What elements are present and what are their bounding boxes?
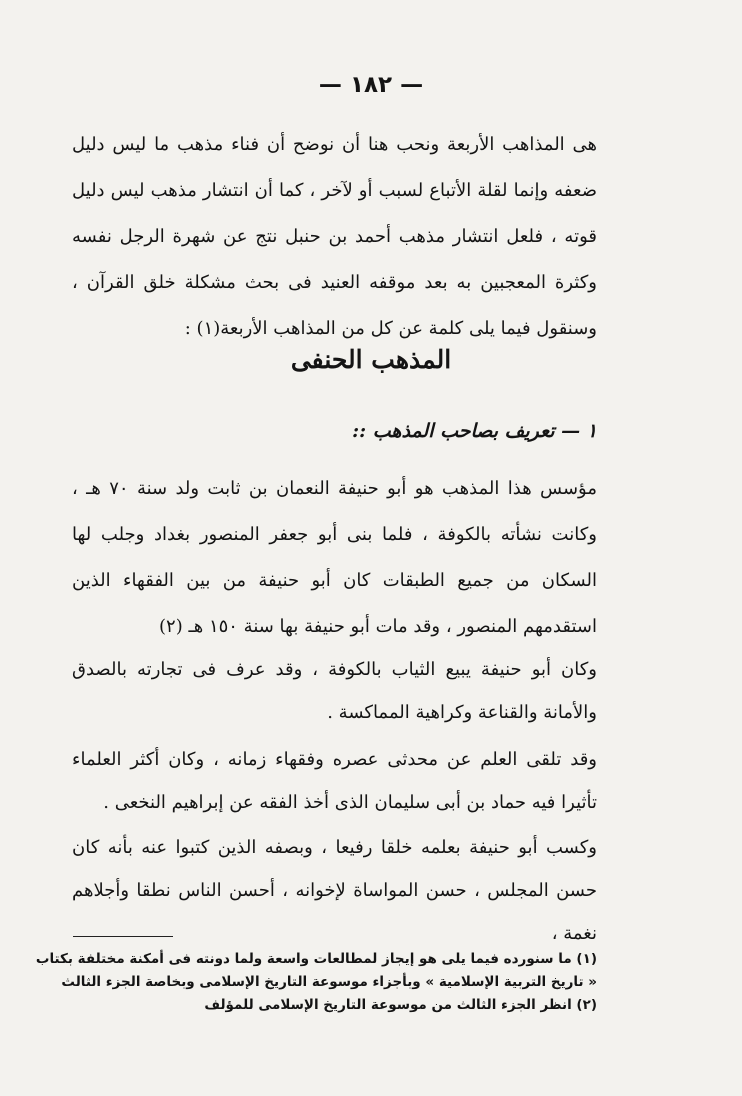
paragraph-trade: وكان أبو حنيفة يبيع الثياب بالكوفة ، وقد عرف فى تجارته بالصدق والأمانة والقناعة وكراهية المماكسة .: [72, 659, 597, 723]
footnote-line: (١) ما سنورده فيما يلى هو إيجاز لمطالعات واسعة ولما دونته فى أمكنة مختلفة بكتاب: [35, 951, 597, 967]
paragraph-character: وكسب أبو حنيفة بعلمه خلقا رفيعا ، وبصفه الذين كتبوا عنه بأنه كان حسن المجلس ، حسن المواساة لإخوانه ، أحسن الناس نطقا وأجلاهم نغمة ،: [72, 837, 597, 944]
footnotes: [35, 948, 597, 1017]
intro-paragraph: هى المذاهب الأربعة ونحب هنا أن نوضح أن فناء مذهب ما ليس دليل ضعفه وإنما لقلة الأتباع لسبب أو لآخر ، كما أن انتشار مذهب ليس دليل قوته ، فلعل انتشار مذهب أحمد بن حنبل نتج عن شهرة الرجل نفسه وكثرة المعجبين به بعد موقفه العنيد فى بحث مشكلة خلق القرآن ، وسنقول فيما يلى كلمة عن كل من المذاهب الأربعة(١) :: [72, 134, 597, 339]
page-number: — ١٨٢ —: [318, 72, 424, 98]
paragraph-founder: مؤسس هذا المذهب هو أبو حنيفة النعمان بن ثابت ولد سنة ٧٠ هـ ، وكانت نشأته بالكوفة ، فلما بنى أبو جعفر المنصور بغداد وجلب لها السكان من جميع الطبقات كان أبو حنيفة من بين الفقهاء الذين استقدمهم المنصور ، وقد مات أبو حنيفة بها سنة ١٥٠ هـ (٢): [72, 478, 597, 637]
section-heading: المذهب الحنفى: [290, 345, 452, 374]
footnote-divider: [73, 936, 173, 937]
footnote-line: (٢) انظر الجزء الثالث من موسوعة التاريخ الإسلامى للمؤلف: [204, 997, 597, 1013]
subheading: ١ — تعريف بصاحب المذهب ::: [352, 420, 597, 442]
paragraph-teachers: وقد تلقى العلم عن محدثى عصره وفقهاء زمانه ، وكان أكثر العلماء تأثيرا فيه حماد بن أبى سليمان الذى أخذ الفقه عن إبراهيم النخعى .: [72, 749, 597, 813]
footnote-line: « تاريخ التربية الإسلامية » وبأجزاء موسوعة التاريخ الإسلامى وبخاصة الجزء الثالث: [61, 974, 597, 990]
